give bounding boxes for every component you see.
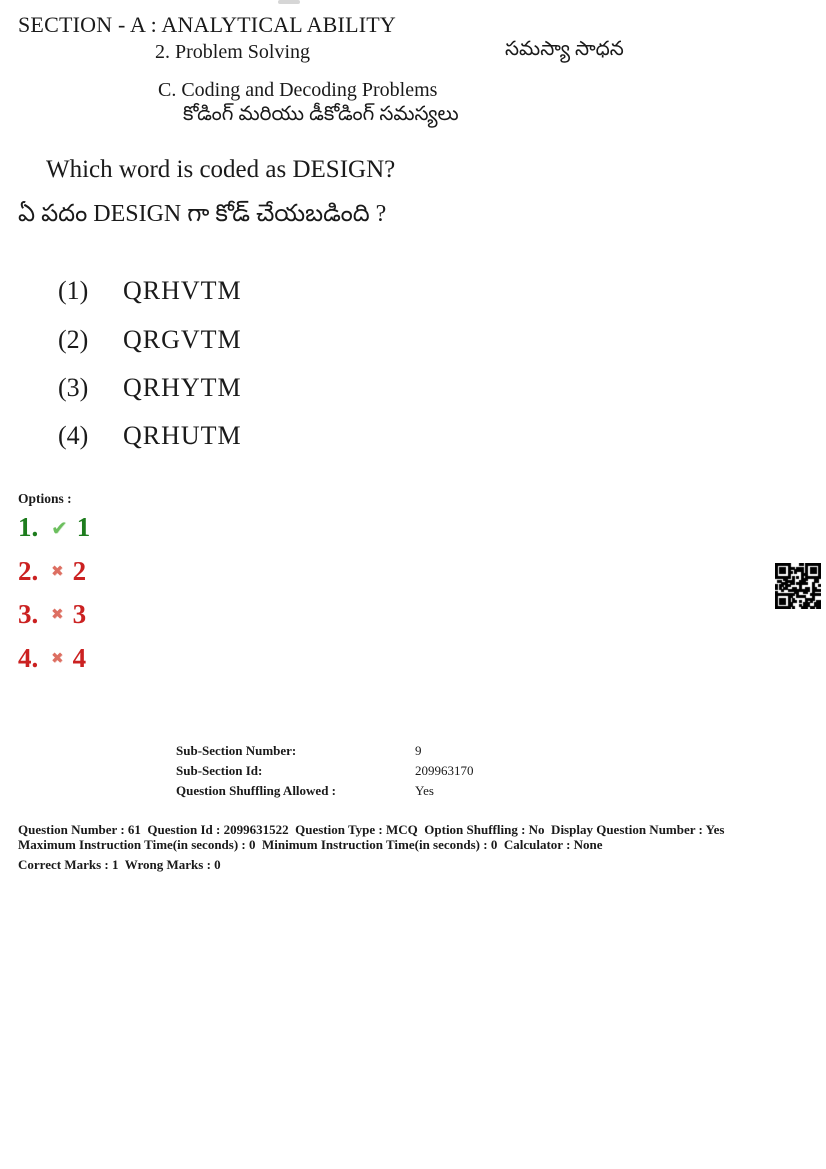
- choice-number: (3): [58, 373, 89, 402]
- choice-text: QRGVTM: [123, 325, 242, 354]
- subsection-id-value: 209963170: [415, 763, 474, 778]
- answer-option-value: 1: [76, 512, 91, 542]
- marks-info: Correct Marks : 1 Wrong Marks : 0: [18, 857, 221, 872]
- check-icon: ✔: [51, 515, 68, 540]
- topic-title-telugu: కోడింగ్ మరియు డీకోడింగ్ సమస్యలు: [183, 103, 459, 125]
- answer-key-row-4-wrong: [18, 643, 86, 674]
- choice-row-4: [58, 421, 242, 451]
- choice-text: QRHUTM: [123, 421, 242, 450]
- choice-row-2: [58, 325, 242, 355]
- question-meta-line-2: Maximum Instruction Time(in seconds) : 0 Minimum Instruction Time(in seconds) : 0 Calculator : None: [18, 837, 603, 852]
- subsection-number-label: Sub-Section Number:: [176, 743, 297, 758]
- subsection-title-telugu: సమస్యా సాధన: [505, 38, 624, 60]
- question-text-telugu: ఏ పదం DESIGN గా కోడ్ చేయబడింది ?: [18, 201, 387, 227]
- choice-row-1: [58, 276, 242, 306]
- question-shuffling-value: Yes: [415, 783, 434, 798]
- choice-row-3: [58, 373, 242, 403]
- answer-option-value: 2: [72, 556, 87, 586]
- question-shuffling-label: Question Shuffling Allowed :: [176, 783, 337, 798]
- answer-key-row-2-wrong: [18, 556, 86, 587]
- question-meta-line-1: Question Number : 61 Question Id : 2099631522 Question Type : MCQ Option Shuffling : No Display Question Number : Yes: [18, 822, 725, 837]
- answer-key-row-1-correct: [18, 512, 90, 543]
- answer-option-number: 3.: [18, 599, 39, 629]
- cross-icon: ✖: [51, 562, 64, 580]
- choice-text: QRHVTM: [123, 276, 242, 305]
- answer-option-number: 1.: [18, 512, 39, 542]
- scan-artifact: [278, 0, 300, 4]
- answer-key-row-3-wrong: [18, 599, 86, 630]
- cross-icon: ✖: [51, 605, 64, 623]
- topic-title-english: C. Coding and Decoding Problems: [158, 79, 438, 101]
- answer-option-value: 4: [72, 643, 87, 673]
- cross-icon: ✖: [51, 649, 64, 667]
- choice-number: (4): [58, 421, 89, 450]
- question-text-english: Which word is coded as DESIGN?: [46, 156, 396, 183]
- answer-option-number: 2.: [18, 556, 39, 586]
- choice-number: (1): [58, 276, 89, 305]
- choice-number: (2): [58, 325, 89, 354]
- subsection-title-english: 2. Problem Solving: [155, 41, 311, 63]
- subsection-number-value: 9: [415, 743, 422, 758]
- choice-text: QRHYTM: [123, 373, 242, 402]
- answer-option-number: 4.: [18, 643, 39, 673]
- subsection-id-label: Sub-Section Id:: [176, 763, 263, 778]
- qr-code-image: [775, 563, 821, 609]
- section-title: SECTION - A : ANALYTICAL ABILITY: [18, 12, 396, 37]
- answer-option-value: 3: [72, 599, 87, 629]
- options-heading: Options :: [18, 491, 72, 506]
